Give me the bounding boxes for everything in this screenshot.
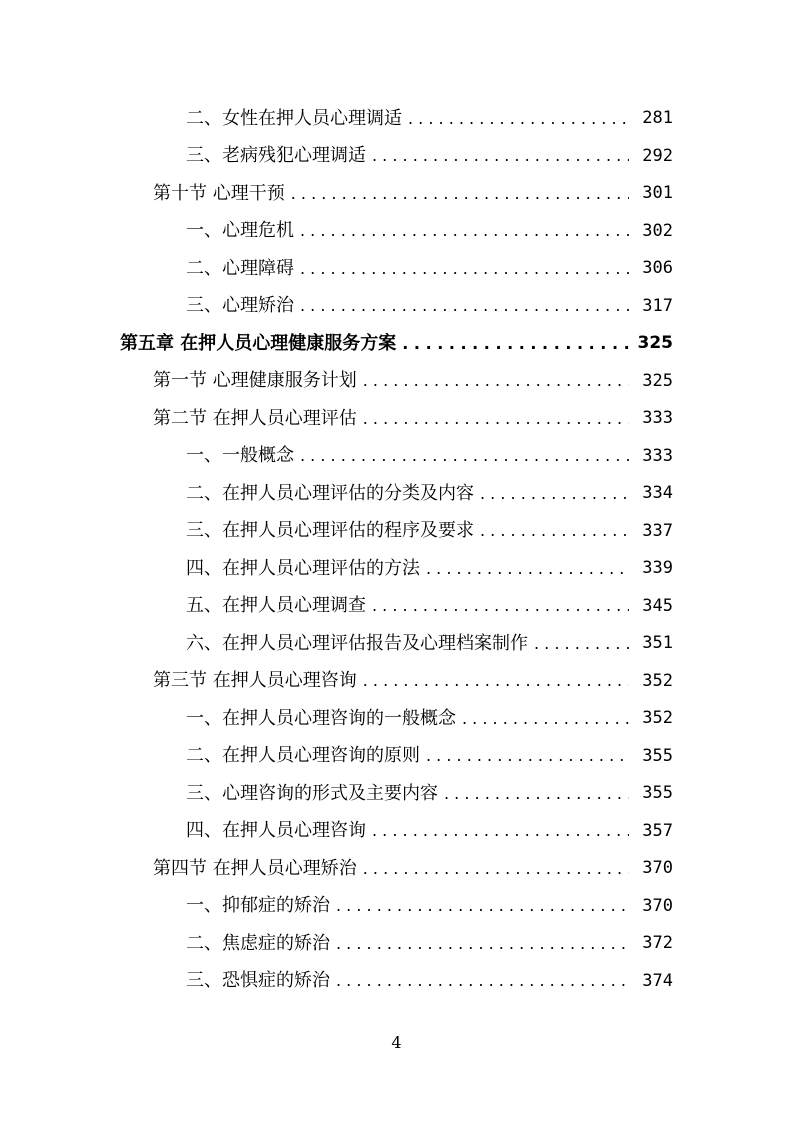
toc-dot-leader — [291, 186, 629, 202]
toc-entry-page: 334 — [642, 483, 673, 504]
toc-dot-leader — [462, 711, 629, 727]
toc-entry[interactable] — [0, 700, 793, 738]
toc-entry-page: 317 — [642, 295, 673, 316]
toc-dot-leader — [300, 298, 629, 314]
toc-dot-leader — [426, 748, 629, 764]
toc-dot-leader — [444, 786, 629, 802]
toc-entry-page: 339 — [642, 558, 673, 579]
toc-entry[interactable] — [0, 588, 793, 626]
toc-entry[interactable] — [0, 325, 793, 363]
toc-entry-title: 三、心理咨询的形式及主要内容 — [186, 782, 438, 804]
toc-entry-title: 二、女性在押人员心理调适 — [186, 107, 402, 129]
table-of-contents — [0, 100, 793, 1000]
toc-entry-page: 333 — [642, 408, 673, 429]
toc-entry-title: 二、在押人员心理评估的分类及内容 — [186, 482, 474, 504]
toc-entry-title: 三、恐惧症的矫治 — [186, 970, 330, 992]
toc-entry-title: 四、在押人员心理评估的方法 — [186, 557, 420, 579]
toc-dot-leader — [480, 523, 629, 539]
toc-entry-title: 三、心理矫治 — [186, 295, 294, 317]
toc-entry-page: 372 — [642, 933, 673, 954]
toc-dot-leader — [408, 111, 629, 127]
toc-entry-title: 三、老病残犯心理调适 — [186, 145, 366, 167]
toc-entry-title: 第五章 在押人员心理健康服务方案 — [120, 332, 397, 354]
toc-entry-title: 一、一般概念 — [186, 445, 294, 467]
toc-entry[interactable] — [0, 663, 793, 701]
toc-entry[interactable] — [0, 775, 793, 813]
toc-entry-title: 一、在押人员心理咨询的一般概念 — [186, 707, 456, 729]
toc-entry[interactable] — [0, 550, 793, 588]
toc-entry-title: 第四节 在押人员心理矫治 — [153, 857, 357, 879]
toc-entry[interactable] — [0, 925, 793, 963]
toc-entry[interactable] — [0, 513, 793, 551]
toc-entry[interactable] — [0, 850, 793, 888]
toc-dot-leader — [336, 936, 629, 952]
toc-entry-page: 355 — [642, 783, 673, 804]
toc-entry-page: 357 — [642, 820, 673, 841]
toc-entry-page: 333 — [642, 445, 673, 466]
toc-dot-leader — [300, 261, 629, 277]
toc-entry-page: 351 — [642, 633, 673, 654]
toc-dot-leader — [372, 823, 629, 839]
toc-dot-leader — [363, 673, 629, 689]
toc-entry[interactable] — [0, 963, 793, 1001]
toc-entry[interactable] — [0, 138, 793, 176]
toc-entry-page: 355 — [642, 745, 673, 766]
toc-dot-leader — [534, 636, 629, 652]
toc-entry[interactable] — [0, 363, 793, 401]
toc-entry-page: 301 — [642, 183, 673, 204]
toc-dot-leader — [336, 973, 629, 989]
toc-dot-leader — [363, 411, 629, 427]
toc-entry-title: 第一节 心理健康服务计划 — [153, 370, 357, 392]
toc-dot-leader — [426, 561, 629, 577]
toc-dot-leader — [372, 148, 629, 164]
toc-entry[interactable] — [0, 175, 793, 213]
toc-dot-leader — [300, 223, 629, 239]
page-number: 4 — [391, 1033, 402, 1052]
toc-entry-title: 四、在押人员心理咨询 — [186, 820, 366, 842]
toc-entry-page: 352 — [642, 670, 673, 691]
toc-entry[interactable] — [0, 100, 793, 138]
toc-entry-page: 325 — [637, 333, 673, 354]
toc-entry[interactable] — [0, 475, 793, 513]
toc-entry-title: 六、在押人员心理评估报告及心理档案制作 — [186, 632, 528, 654]
toc-entry[interactable] — [0, 813, 793, 851]
toc-entry-page: 370 — [642, 858, 673, 879]
toc-entry-title: 第十节 心理干预 — [153, 182, 285, 204]
toc-dot-leader — [363, 861, 629, 877]
toc-entry-page: 292 — [642, 145, 673, 166]
toc-entry[interactable] — [0, 738, 793, 776]
toc-entry[interactable] — [0, 213, 793, 251]
toc-entry-page: 374 — [642, 970, 673, 991]
toc-dot-leader — [480, 486, 629, 502]
toc-entry-page: 352 — [642, 708, 673, 729]
toc-entry-title: 一、抑郁症的矫治 — [186, 895, 330, 917]
toc-entry-title: 二、在押人员心理咨询的原则 — [186, 745, 420, 767]
toc-entry-page: 370 — [642, 895, 673, 916]
toc-entry-page: 337 — [642, 520, 673, 541]
toc-entry-page: 306 — [642, 258, 673, 279]
toc-entry-title: 五、在押人员心理调查 — [186, 595, 366, 617]
toc-entry-page: 302 — [642, 220, 673, 241]
toc-entry-page: 281 — [642, 108, 673, 129]
toc-dot-leader — [402, 336, 629, 352]
toc-entry[interactable] — [0, 288, 793, 326]
toc-dot-leader — [300, 448, 629, 464]
toc-entry-title: 一、心理危机 — [186, 220, 294, 242]
toc-entry[interactable] — [0, 250, 793, 288]
toc-entry[interactable] — [0, 438, 793, 476]
toc-entry-page: 325 — [642, 370, 673, 391]
toc-entry[interactable] — [0, 625, 793, 663]
toc-entry[interactable] — [0, 400, 793, 438]
toc-dot-leader — [372, 598, 629, 614]
toc-entry-page: 345 — [642, 595, 673, 616]
toc-dot-leader — [336, 898, 629, 914]
toc-entry-title: 第三节 在押人员心理咨询 — [153, 670, 357, 692]
toc-dot-leader — [363, 373, 629, 389]
toc-entry[interactable] — [0, 888, 793, 926]
toc-entry-title: 二、焦虑症的矫治 — [186, 932, 330, 954]
toc-entry-title: 第二节 在押人员心理评估 — [153, 407, 357, 429]
toc-entry-title: 二、心理障碍 — [186, 257, 294, 279]
toc-entry-title: 三、在押人员心理评估的程序及要求 — [186, 520, 474, 542]
